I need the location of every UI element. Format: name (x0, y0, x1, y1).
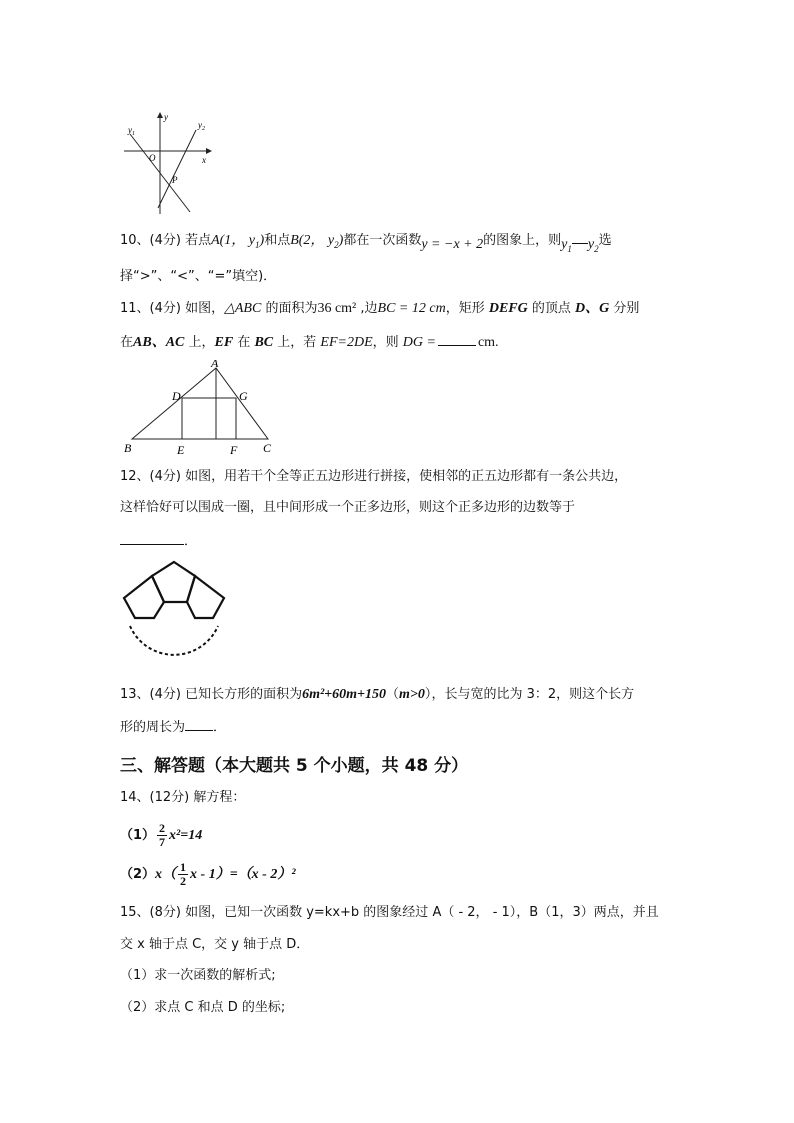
q12-answer-blank[interactable] (120, 531, 184, 545)
q10-y2: $y_2$ (587, 237, 599, 254)
q14-fraction-1: $\frac{2}{7}$ (159, 821, 166, 849)
point-p-label: P (172, 175, 178, 185)
q15-part2: （2）求点 C 和点 D 的坐标; (120, 1000, 286, 1015)
q13-line2: 形的周长为 ． (120, 717, 226, 737)
label-c: C (263, 441, 272, 455)
q11-line2: 在AB、AC 上，EF 在 BC 上，若 EF=2DE，则 DG = cm. (120, 332, 499, 352)
figure-triangle-rectangle (120, 360, 280, 460)
q14-part1: （1） $\frac{2}{7}$ x²=14 (120, 821, 203, 849)
q15-part1: （1）求一次函数的解析式; (120, 968, 276, 983)
q14-title: 14、(12分) 解方程： (120, 790, 246, 805)
q10-line1: 10、(4分) 若点A(1， $y_1$)和点B(2， $y_2$)都在一次函数y = −x + 2的图象上，则$y_1$ $y_2$选 (120, 230, 612, 254)
rectangle-defg (182, 398, 236, 439)
figure-linear-functions (118, 110, 218, 216)
dashed-arc (130, 626, 218, 655)
q13-answer-blank[interactable] (185, 717, 213, 731)
q12-line1: 12、(4分) 如图，用若干个全等正五边形进行拼接，使相邻的正五边形都有一条公共边， (120, 469, 628, 484)
q11-line1: 11、(4分) 如图，△ABC 的面积为36 cm² ,边BC = 12 cm，矩形 DEFG 的顶点 D、G 分别 (120, 301, 640, 316)
x-axis-arrow (206, 148, 212, 154)
triangle-abc (132, 368, 268, 439)
q11-answer-blank[interactable] (438, 332, 476, 346)
label-g: G (239, 389, 248, 403)
q12-line3: ． (120, 531, 197, 551)
q10-y1: $y_1$ (561, 237, 572, 254)
q10-answer-blank[interactable] (572, 230, 588, 244)
q14-part2: （2）x（ $\frac{1}{2}$ x - 1）=（x - 2）² (120, 860, 296, 888)
q13-line1: 13、(4分) 已知长方形的面积为6m²+60m+150（m>0），长与宽的比为 3：2，则这个长方 (120, 687, 635, 702)
q15-line2: 交 x 轴于点 C，交 y 轴于点 D． (120, 937, 310, 952)
y2-label: $y_2$ (198, 120, 205, 132)
pentagon-left (124, 576, 164, 618)
label-e: E (177, 443, 185, 457)
origin-label: O (149, 153, 156, 163)
y1-label: $y_1$ (128, 125, 135, 137)
q12-line2: 这样恰好可以围成一圈，且中间形成一个正多边形，则这个正多边形的边数等于 (120, 500, 576, 515)
label-d: D (172, 389, 181, 403)
q10-point-a: A(1， $y_1$) (211, 233, 265, 250)
figure-pentagons (118, 558, 233, 676)
q14-fraction-2: $\frac{1}{2}$ (180, 860, 187, 888)
label-b: B (124, 441, 132, 455)
q15-line1: 15、(8分) 如图，已知一次函数 y=kx+b 的图象经过 A（ - 2， - 1），B（1，3）两点，并且 (120, 905, 659, 920)
pentagon-right (187, 576, 224, 618)
x-axis-label: x (202, 155, 206, 165)
q10-line2: 择“>”、“<”、“=”填空)． (120, 269, 277, 284)
line-y2 (158, 130, 196, 208)
y-axis-arrow (157, 112, 163, 118)
label-a: A (211, 360, 219, 370)
section-3-heading: 三、解答题（本大题共 5 个小题，共 48 分） (120, 756, 469, 776)
q10-function: y = −x + 2 (421, 237, 484, 252)
q10-point-b: B(2， $y_2$) (290, 233, 344, 250)
y-axis-label: y (164, 112, 168, 122)
label-f: F (230, 443, 238, 457)
